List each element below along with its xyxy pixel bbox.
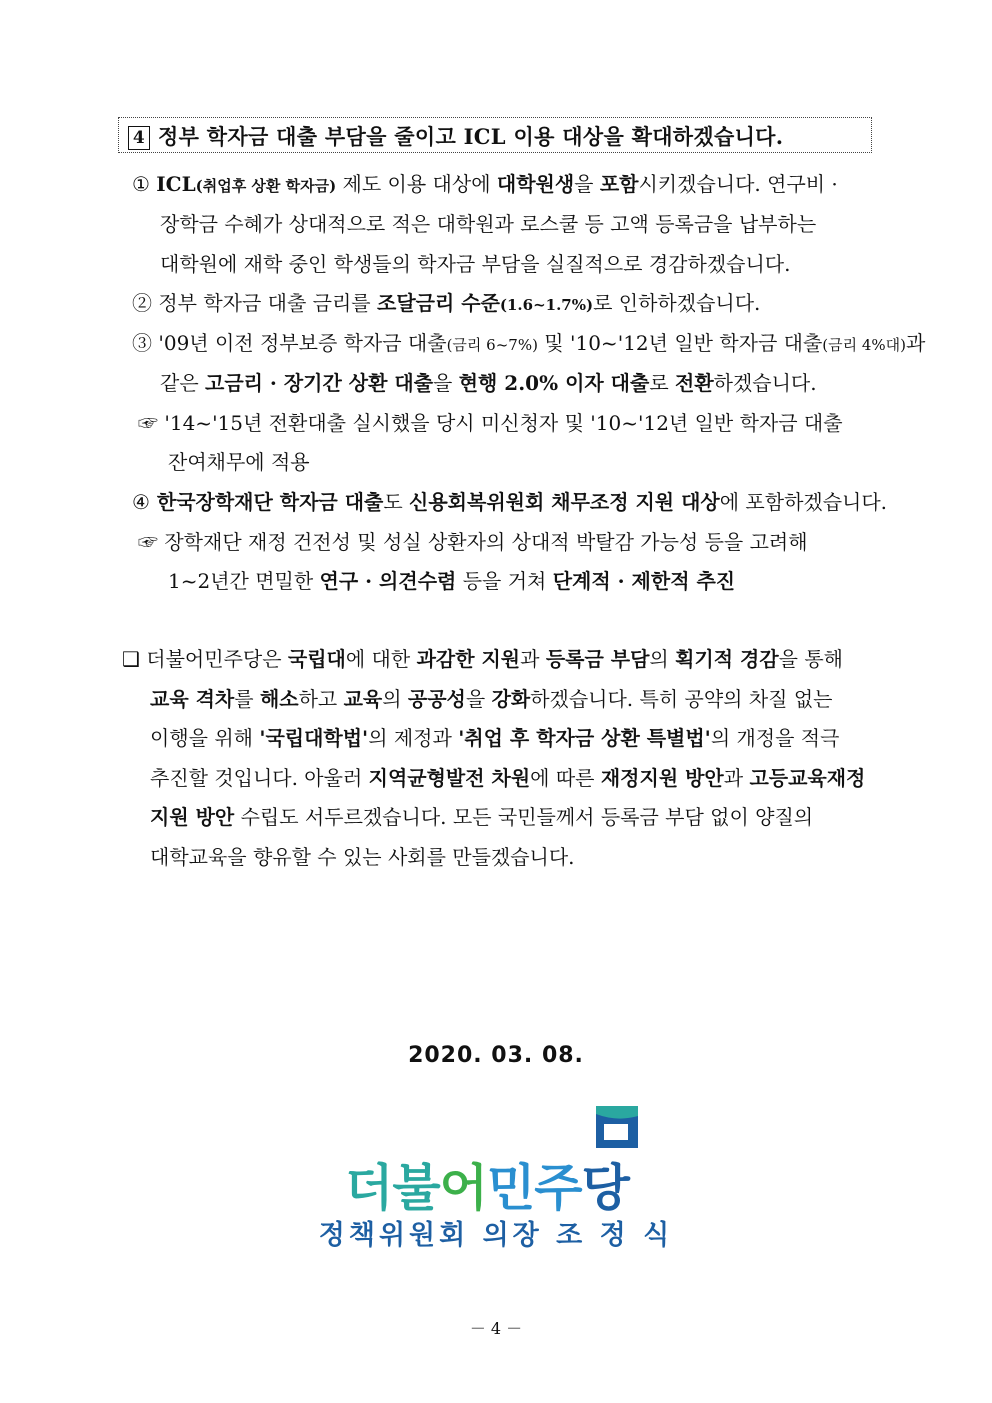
closing-line-1	[122, 645, 843, 673]
text: 및 '10~'12년 일반 학자금 대출	[537, 331, 823, 355]
item-2-line-1	[132, 289, 760, 319]
logo-char: 민	[486, 1159, 535, 1217]
item-1-line-3: 대학원에 재학 중인 학생들의 학자금 부담을 실질적으로 경감하겠습니다.	[160, 252, 791, 276]
text: 추진할 것입니다. 아울러	[150, 766, 369, 790]
item-1-line-2: 장학금 수혜가 상대적으로 적은 대학원과 로스쿨 등 고액 등록금을 납부하는	[160, 212, 817, 236]
item-3-line-2	[160, 369, 817, 397]
text: 하겠습니다.	[713, 371, 817, 395]
text: 하고	[298, 687, 344, 711]
text: 지원 방안	[150, 805, 235, 829]
item-1-line-1	[132, 170, 838, 200]
section-title	[128, 121, 783, 151]
text: 과	[906, 331, 926, 355]
text: '09년 이전 정부보증 학자금 대출	[152, 331, 447, 355]
text: 과	[520, 647, 546, 671]
text: 단계적 · 제한적 추진	[552, 569, 736, 593]
logo-char: 주	[534, 1159, 582, 1217]
logo-char: 더	[345, 1159, 393, 1217]
text: 과	[723, 766, 750, 790]
text: 에 대한	[345, 647, 417, 671]
text: 획기적 경감	[675, 647, 779, 671]
text: 연구 · 의견수렴	[319, 569, 457, 593]
text: 교육	[343, 687, 383, 711]
text: 재정지원 방안	[600, 766, 724, 790]
text: ICL	[156, 172, 196, 196]
party-logo-text	[345, 1148, 629, 1220]
logo-wordmark	[345, 1148, 629, 1220]
closing-line-3	[150, 724, 839, 752]
text: 에 따른	[530, 766, 601, 790]
text: (1.6~1.7%)	[499, 296, 594, 314]
text: 등록금 부담	[545, 647, 650, 671]
logo-char: 당	[581, 1159, 629, 1217]
text: 을	[465, 687, 492, 711]
text: 제도 이용 대상에	[336, 172, 497, 196]
text: 로	[649, 371, 675, 395]
closing-line-2	[150, 685, 832, 713]
item-marker: ④	[132, 490, 150, 514]
text: 를	[234, 687, 260, 711]
text: 같은	[160, 371, 205, 395]
text: '14~'15년 전환대출 실시했을 당시 미신청자 및 '10~'12년 일반 학자금 대출	[158, 411, 843, 435]
item-3-line-1	[132, 329, 925, 359]
text: 의 개정을 적극	[710, 726, 840, 750]
section-title-text: 정부 학자금 대출 부담을 줄이고 ICL 이용 대상을 확대하겠습니다.	[158, 124, 784, 149]
note-2-line-1	[138, 528, 808, 556]
text: 과감한 지원	[416, 647, 521, 671]
signer-name: 정책위원회 의장 조 정 식	[318, 1220, 674, 1251]
closing-line-4	[150, 764, 865, 792]
item-marker: ③	[132, 331, 152, 355]
text: 조달금리 수준	[377, 291, 500, 315]
text: 로 인하하겠습니다.	[593, 291, 761, 315]
text: 1~2년간 면밀한	[168, 569, 320, 593]
item-4-line-1	[132, 488, 887, 516]
text: 이행을 위해	[150, 726, 260, 750]
text: 의 제정과	[368, 726, 459, 750]
text: (취업후 상환 학자금)	[195, 177, 337, 195]
note-1-line-1	[138, 409, 843, 437]
text: 현행 2.0% 이자 대출	[458, 371, 650, 395]
text: 공공성	[407, 687, 466, 711]
text: 국립대	[287, 647, 346, 671]
pointing-hand-icon: ☞	[138, 530, 158, 554]
text: 신용회복위원회 채무조정 지원 대상	[409, 490, 720, 514]
text: 교육 격차	[150, 687, 235, 711]
text: 도	[383, 490, 410, 514]
text: 에 포함하겠습니다.	[719, 490, 888, 514]
text: (금리 4%대)	[822, 336, 907, 354]
text: 한국장학재단 학자금 대출	[149, 490, 384, 514]
text: 지역균형발전 차원	[368, 766, 531, 790]
text: 강화	[491, 687, 531, 711]
text: 의	[649, 647, 676, 671]
text: 대학원생	[496, 172, 575, 196]
party-logo-flag-icon	[592, 1104, 642, 1150]
note-1-line-2: 잔여채무에 적용	[168, 450, 310, 474]
text: 의	[382, 687, 408, 711]
text: 포함	[599, 172, 639, 196]
page-number: － 4 －	[469, 1319, 523, 1338]
text: 수립도 서두르겠습니다. 모든 국민들께서 등록금 부담 없이 양질의	[234, 805, 814, 829]
text: '취업 후 학자금 상환 특별법'	[458, 726, 711, 750]
closing-line-5	[150, 803, 813, 831]
checkbox-bullet-icon: ❑	[122, 647, 140, 671]
text: 을	[574, 172, 600, 196]
closing-line-6: 대학교육을 향유할 수 있는 사회를 만들겠습니다.	[150, 845, 575, 869]
text: 정부 학자금 대출 금리를	[152, 291, 377, 315]
text: (금리 6~7%)	[446, 336, 538, 354]
section-number: 4	[128, 126, 150, 150]
text: '국립대학법'	[259, 726, 369, 750]
logo-char: 불	[392, 1159, 440, 1217]
item-marker: ②	[132, 291, 152, 315]
text: 을	[433, 371, 459, 395]
text: 장학재단 재정 건전성 및 성실 상환자의 상대적 박탈감 가능성 등을 고려해	[158, 530, 808, 554]
text: 시키겠습니다. 연구비 ·	[638, 172, 838, 196]
item-marker: ①	[132, 172, 150, 196]
text: 고금리 · 장기간 상환 대출	[205, 371, 434, 395]
document-date: 2020. 03. 08.	[408, 1043, 584, 1068]
note-2-line-2	[168, 567, 735, 595]
text: 해소	[259, 687, 299, 711]
text: 전환	[675, 371, 714, 395]
text: 고등교육재정	[749, 766, 866, 790]
text: 을 통해	[778, 647, 843, 671]
pointing-hand-icon: ☞	[138, 411, 158, 435]
text: 등을 거쳐	[456, 569, 553, 593]
logo-char: 어	[439, 1159, 487, 1217]
text: 하겠습니다. 특히 공약의 차질 없는	[530, 687, 833, 711]
text: 더불어민주당은	[139, 647, 288, 671]
